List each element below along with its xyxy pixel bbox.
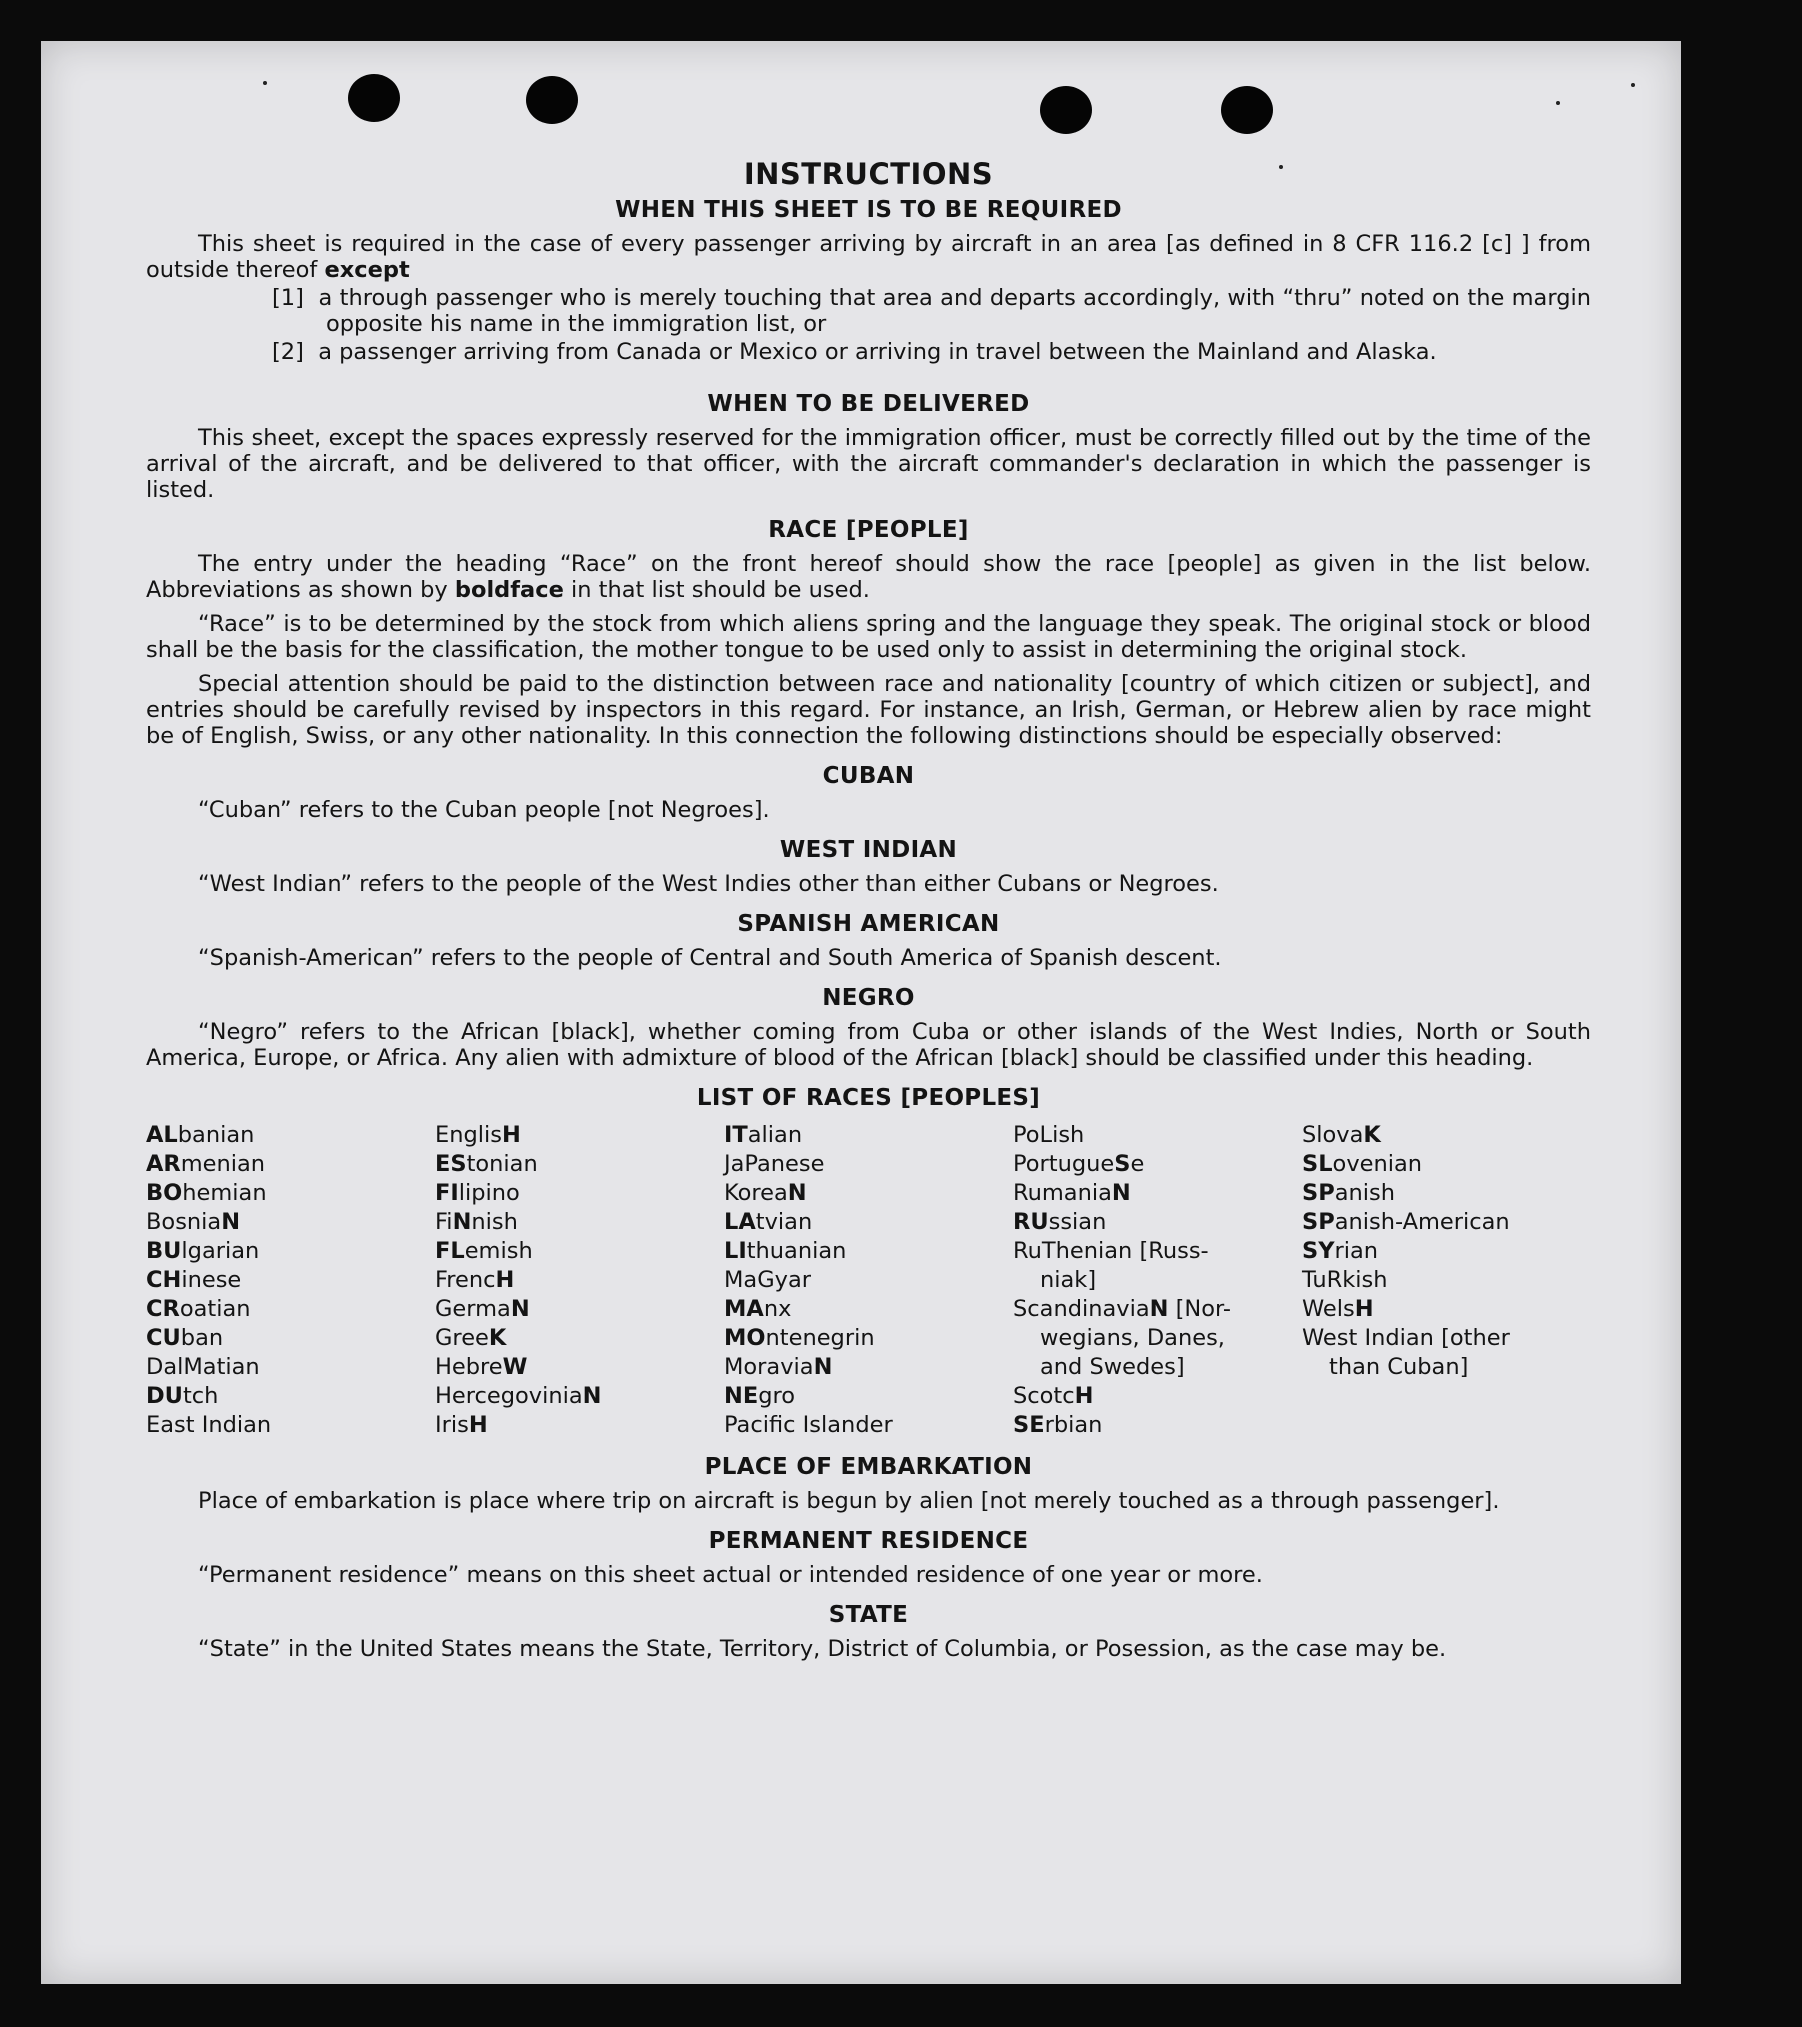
race-name: tvian (755, 1209, 813, 1235)
race-name: wegians, Danes, (1040, 1325, 1225, 1351)
race-abbreviation: BO (146, 1180, 183, 1206)
race-name: ntenegrin (765, 1325, 875, 1351)
race-name: niak] (1040, 1267, 1097, 1293)
race-name: Bosnia (146, 1209, 222, 1235)
race-abbreviation: AR (146, 1151, 181, 1177)
race-entry (1013, 1121, 1302, 1150)
race-entry (146, 1179, 435, 1208)
required-except: except (324, 257, 410, 283)
race-entry (724, 1179, 1013, 1208)
race-name: Scotc (1013, 1383, 1075, 1409)
race-name: nish (471, 1209, 518, 1235)
race-entry (724, 1411, 1013, 1440)
required-paragraph (146, 231, 1591, 283)
race-entry (724, 1237, 1013, 1266)
race-name: Fi (435, 1209, 453, 1235)
dust-speck (263, 81, 267, 85)
race-name: ssian (1048, 1209, 1107, 1235)
delivered-text: This sheet, except the spaces expressly reserved for the immigration officer, must be correctly filled out by the time of the arrival of the aircraft, and be delivered to that officer, with the aircraft commander's declaration in which the passenger is listed. (146, 425, 1591, 503)
race-entry (1013, 1295, 1302, 1324)
race-entry (146, 1266, 435, 1295)
race-entry (1013, 1208, 1302, 1237)
race-abbreviation: CH (146, 1267, 182, 1293)
race-name: anish (1334, 1180, 1395, 1206)
race-entry (1013, 1266, 1302, 1295)
race-entry (724, 1208, 1013, 1237)
embarkation-heading: PLACE OF EMBARKATION (704, 1454, 1033, 1480)
race-name: lgarian (181, 1238, 260, 1264)
race-entry (146, 1150, 435, 1179)
race-entry (146, 1295, 435, 1324)
race-entry (1013, 1353, 1302, 1382)
race-abbreviation: LI (724, 1238, 747, 1264)
required-heading: WHEN THIS SHEET IS TO BE REQUIRED (615, 197, 1122, 223)
race-abbreviation: W (502, 1354, 528, 1380)
race-entry (1013, 1237, 1302, 1266)
required-text: This sheet is required in the case of every passenger arriving by aircraft in an area [as defined in 8 CFR 116.2 [c] ] from outside thereof (146, 231, 1591, 283)
races-column (1013, 1121, 1302, 1440)
race-entry (146, 1353, 435, 1382)
race-name: Moravia (724, 1354, 814, 1380)
exception-item (146, 285, 1591, 337)
race-entry (724, 1324, 1013, 1353)
race-abbreviation: SP (1302, 1180, 1335, 1206)
race-name: Pacific Islander (724, 1412, 893, 1438)
dust-speck (1631, 83, 1635, 87)
race-name: West Indian [other (1302, 1325, 1510, 1351)
embarkation-text: Place of embarkation is place where trip on aircraft is begun by alien [not merely touched as a through passenger]. (198, 1488, 1500, 1514)
race-name: emish (464, 1238, 533, 1264)
race-name: than Cuban] (1329, 1354, 1469, 1380)
race-entry (435, 1150, 724, 1179)
race-name: Germa (435, 1296, 511, 1322)
race-name: DalMatian (146, 1354, 260, 1380)
race-name: ban (180, 1325, 224, 1351)
race-name: Hercegovinia (435, 1383, 583, 1409)
race-abbreviation: K (1363, 1122, 1381, 1148)
race-name: East Indian (146, 1412, 272, 1438)
spanish-american-text: “Spanish-American” refers to the people of Central and South America of Spanish descent. (198, 945, 1222, 971)
race-name: PoLish (1013, 1122, 1085, 1148)
state-heading: STATE (828, 1602, 909, 1628)
race-name: Hebre (435, 1354, 503, 1380)
race-paragraph-2: “Race” is to be determined by the stock from which aliens spring and the language they speak. The original stock or blood shall be the basis for the classification, the mother tongue to be used only to assist in determining the original stock. (146, 611, 1591, 663)
race-entry (435, 1295, 724, 1324)
race-name: [Nor- (1168, 1296, 1231, 1322)
race-abbreviation: N (452, 1209, 472, 1235)
race-entry (435, 1208, 724, 1237)
race-abbreviation: FL (435, 1238, 465, 1264)
race-p1-text-end: in that list should be used. (570, 577, 870, 603)
race-name: Wels (1302, 1296, 1355, 1322)
race-entry (1302, 1150, 1591, 1179)
race-p1-text: The entry under the heading “Race” on the front hereof should show the race [people] as given in the list below. Abbreviations as shown by (146, 551, 1591, 603)
instructions-content (146, 157, 1591, 1662)
race-paragraph-1 (146, 551, 1591, 603)
race-entry (724, 1121, 1013, 1150)
race-name: Rumania (1013, 1180, 1112, 1206)
spanish-american-heading: SPANISH AMERICAN (737, 911, 1000, 937)
race-entry (1302, 1324, 1591, 1353)
race-entry (1013, 1150, 1302, 1179)
race-name: menian (180, 1151, 266, 1177)
residence-text: “Permanent residence” means on this sheet actual or intended residence of one year or more. (198, 1562, 1263, 1588)
race-entry (1013, 1324, 1302, 1353)
race-abbreviation: H (1354, 1296, 1374, 1322)
race-name: anish-American (1334, 1209, 1510, 1235)
race-abbreviation: NE (724, 1383, 759, 1409)
race-name: Englis (435, 1122, 502, 1148)
race-abbreviation: SE (1013, 1412, 1045, 1438)
race-abbreviation: N (221, 1209, 241, 1235)
race-name: thuanian (746, 1238, 847, 1264)
document-page (41, 41, 1681, 1984)
west-indian-heading: WEST INDIAN (779, 837, 958, 863)
race-name: inese (181, 1267, 242, 1293)
race-entry (1302, 1353, 1591, 1382)
exception-item (146, 339, 1591, 365)
race-entry (435, 1353, 724, 1382)
race-entry (435, 1179, 724, 1208)
race-abbreviation: SY (1302, 1238, 1335, 1264)
exception-number: [2] (272, 339, 304, 365)
race-abbreviation: S (1114, 1151, 1131, 1177)
race-name: tch (182, 1383, 219, 1409)
race-heading: RACE [PEOPLE] (768, 517, 969, 543)
race-name: Frenc (435, 1267, 496, 1293)
punch-hole (526, 76, 578, 124)
race-entry (724, 1353, 1013, 1382)
list-of-races-heading: LIST OF RACES [PEOPLES] (696, 1085, 1041, 1111)
race-name: oatian (179, 1296, 251, 1322)
race-name: banian (177, 1122, 255, 1148)
race-entry (1302, 1208, 1591, 1237)
race-entry (1302, 1121, 1591, 1150)
race-abbreviation: FI (435, 1180, 459, 1206)
race-entry (435, 1121, 724, 1150)
page-title: INSTRUCTIONS (743, 157, 994, 191)
race-entry (435, 1382, 724, 1411)
race-entry (724, 1295, 1013, 1324)
race-entry (146, 1324, 435, 1353)
race-abbreviation: BU (146, 1238, 182, 1264)
races-column (1302, 1121, 1591, 1440)
cuban-heading: CUBAN (822, 763, 915, 789)
races-column (146, 1121, 435, 1440)
race-entry (724, 1266, 1013, 1295)
exception-text: a passenger arriving from Canada or Mexico or arriving in travel between the Mainland and Alaska. (318, 339, 1437, 365)
exception-text: a through passenger who is merely touching that area and departs accordingly, with “thru” noted on the margin opposite his name in the immigration list, or (318, 285, 1591, 337)
race-name: hemian (182, 1180, 267, 1206)
race-entry (435, 1411, 724, 1440)
race-entry (1302, 1237, 1591, 1266)
race-entry (146, 1208, 435, 1237)
race-name: Gree (435, 1325, 489, 1351)
cuban-text: “Cuban” refers to the Cuban people [not Negroes]. (198, 797, 770, 823)
race-name: rian (1334, 1238, 1379, 1264)
race-entry (146, 1411, 435, 1440)
race-entry (1302, 1179, 1591, 1208)
race-entry (1302, 1295, 1591, 1324)
race-abbreviation: SP (1302, 1209, 1335, 1235)
race-abbreviation: ES (435, 1151, 467, 1177)
race-abbreviation: RU (1013, 1209, 1049, 1235)
west-indian-text: “West Indian” refers to the people of the West Indies other than either Cubans or Negroes. (198, 871, 1219, 897)
race-entry (1013, 1382, 1302, 1411)
race-entry (435, 1324, 724, 1353)
race-abbreviation: CR (146, 1296, 180, 1322)
race-abbreviation: N (1149, 1296, 1169, 1322)
race-abbreviation: N (787, 1180, 807, 1206)
race-name: alian (747, 1122, 803, 1148)
race-entry (724, 1382, 1013, 1411)
race-entry (435, 1237, 724, 1266)
race-abbreviation: K (488, 1325, 507, 1351)
race-name: rbian (1044, 1412, 1103, 1438)
race-entry (1013, 1179, 1302, 1208)
race-abbreviation: MA (724, 1296, 764, 1322)
race-name: and Swedes] (1040, 1354, 1185, 1380)
race-abbreviation: H (501, 1122, 521, 1148)
race-name: TuRkish (1302, 1267, 1388, 1293)
punch-hole (348, 74, 400, 122)
race-name: nx (763, 1296, 792, 1322)
races-list (146, 1121, 1591, 1440)
race-abbreviation: N (813, 1354, 833, 1380)
race-p1-bold: boldface (454, 577, 564, 603)
exception-number: [1] (272, 285, 304, 311)
race-abbreviation: N (582, 1383, 602, 1409)
race-name: RuThenian [Russ- (1013, 1238, 1209, 1264)
race-abbreviation: AL (146, 1122, 178, 1148)
race-name: Korea (724, 1180, 788, 1206)
race-entry (724, 1150, 1013, 1179)
dust-speck (1556, 101, 1560, 105)
race-paragraph-3: Special attention should be paid to the distinction between race and nationality [country of which citizen or subject], and entries should be carefully revised by inspectors in this regard. For instance, an Irish, German, or Hebrew alien by race might be of English, Swiss, or any other nationality. In this connection the following distinctions should be especially observed: (146, 671, 1591, 749)
race-entry (1013, 1411, 1302, 1440)
race-name: ovenian (1332, 1151, 1423, 1177)
race-abbreviation: N (1111, 1180, 1131, 1206)
race-abbreviation: IT (724, 1122, 748, 1148)
race-name: Slova (1302, 1122, 1364, 1148)
negro-text: “Negro” refers to the African [black], whether coming from Cuba or other islands of the West Indies, North or South America, Europe, or Africa. Any alien with admixture of blood of the African [black] should be classified under this heading. (146, 1019, 1591, 1071)
races-column (724, 1121, 1013, 1440)
delivered-heading: WHEN TO BE DELIVERED (707, 391, 1030, 417)
race-abbreviation: H (495, 1267, 515, 1293)
race-name: Iris (435, 1412, 469, 1438)
race-abbreviation: CU (146, 1325, 181, 1351)
race-entry (146, 1382, 435, 1411)
punch-hole (1221, 86, 1273, 134)
race-entry (146, 1121, 435, 1150)
race-abbreviation: SL (1302, 1151, 1333, 1177)
state-text: “State” in the United States means the State, Territory, District of Columbia, or Posession, as the case may be. (198, 1636, 1447, 1662)
race-abbreviation: H (468, 1412, 488, 1438)
race-name: gro (758, 1383, 796, 1409)
residence-heading: PERMANENT RESIDENCE (708, 1528, 1029, 1554)
negro-heading: NEGRO (822, 985, 915, 1011)
race-name: tonian (466, 1151, 538, 1177)
race-name: e (1130, 1151, 1145, 1177)
race-abbreviation: DU (146, 1383, 183, 1409)
race-abbreviation: MO (724, 1325, 766, 1351)
race-entry (1302, 1266, 1591, 1295)
race-name: lipino (458, 1180, 520, 1206)
race-name: Scandinavia (1013, 1296, 1150, 1322)
race-name: Portugue (1013, 1151, 1115, 1177)
race-abbreviation: H (1074, 1383, 1094, 1409)
race-name: MaGyar (724, 1267, 811, 1293)
race-entry (435, 1266, 724, 1295)
race-abbreviation: LA (724, 1209, 756, 1235)
race-name: JaPanese (724, 1151, 825, 1177)
punch-hole (1040, 86, 1092, 134)
race-entry (146, 1237, 435, 1266)
races-column (435, 1121, 724, 1440)
race-abbreviation: N (510, 1296, 530, 1322)
